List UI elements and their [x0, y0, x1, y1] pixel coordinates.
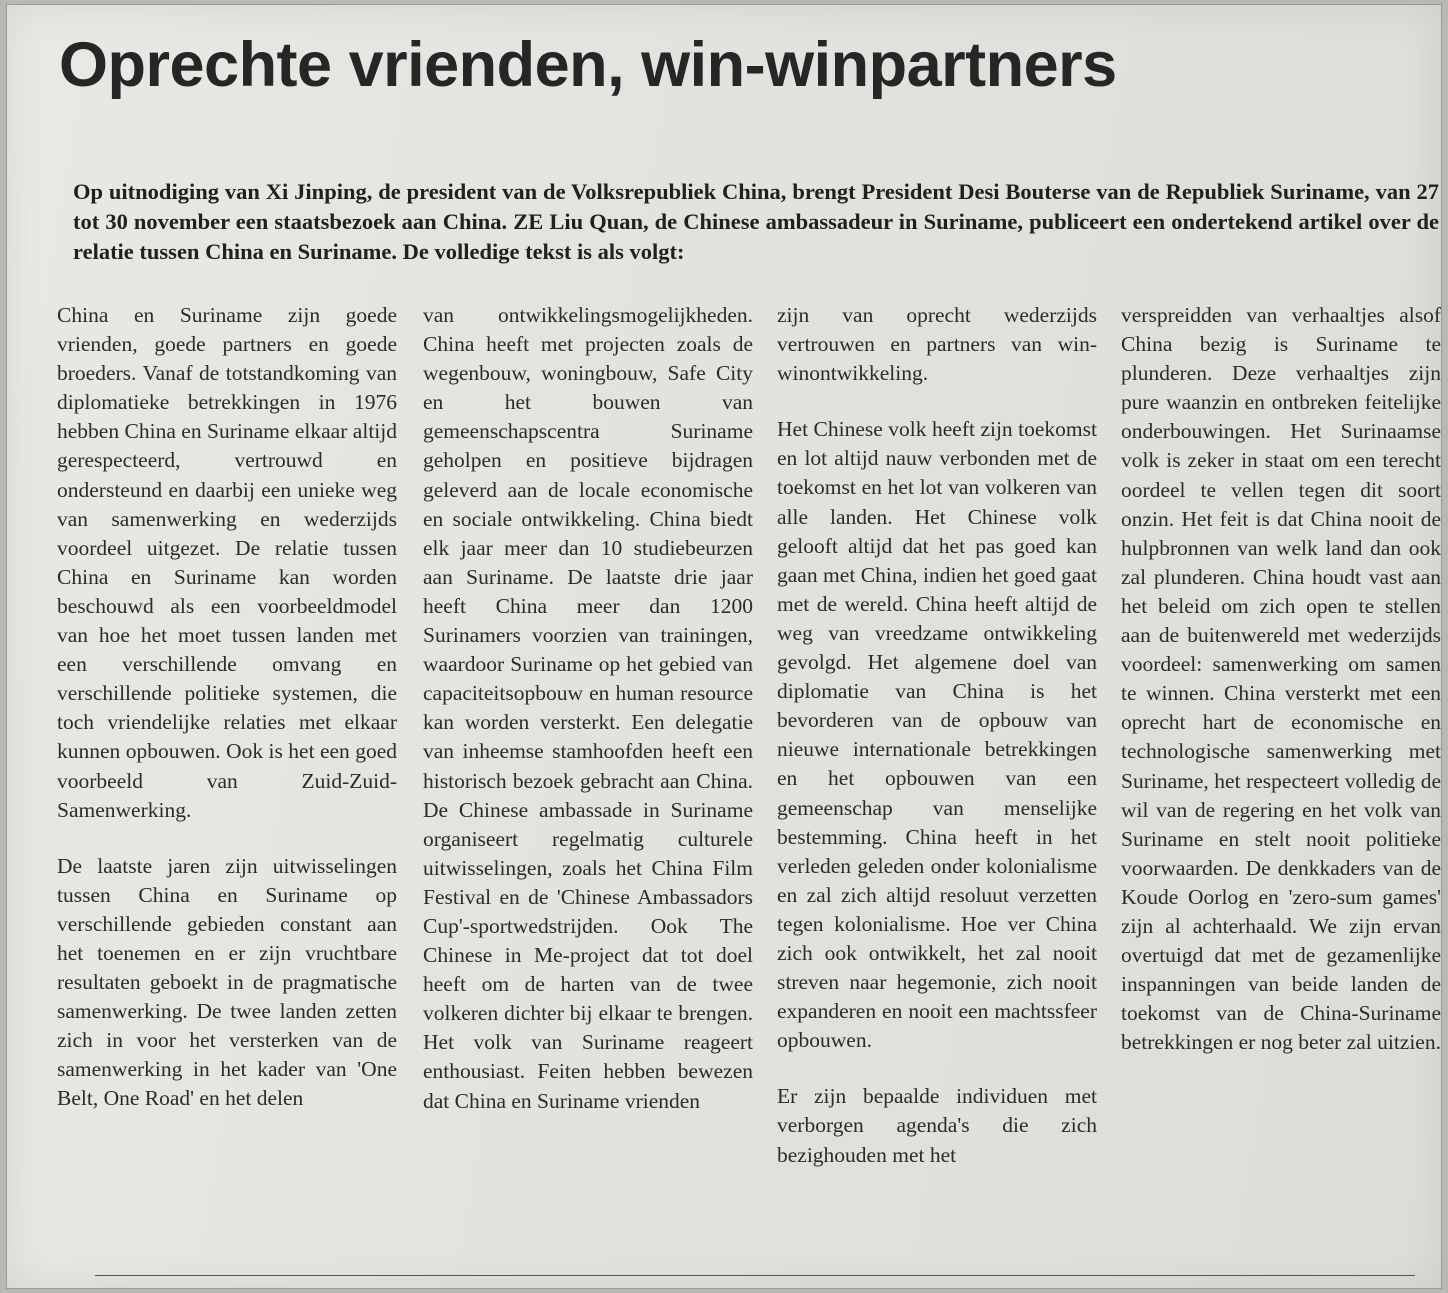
newspaper-clipping: [6, 4, 1442, 1289]
body-paragraph: verspreidden van verhaaltjes alsof China bezig is Suriname te plunderen. Deze verhaaltjes zijn pure waanzin en ontbreken feitelijke onderbouwingen. Het Surinaamse volk is zeker in staat om een terecht oordeel te vellen tegen dit soort onzin. Het feit is dat China nooit de hulpbronnen van welk land dan ook zal plunderen. China houdt vast aan het beleid om zich open te stellen aan de buitenwereld met wederzijds voordeel: samenwerking om samen te winnen. China versterkt met een oprecht hart de economische en technologische samenwerking met Suriname, het respecteert volledig de wil van de regering en het volk van Suriname en stelt nooit politieke voorwaarden. De denkkaders van de Koude Oorlog en 'zero-sum games' zijn al achterhaald. We zijn ervan overtuigd dat met de gezamenlijke inspanningen van beide landen de toekomst van de China-Suriname betrekkingen er nog beter zal uitzien.: [1121, 303, 1441, 1055]
headline: Oprechte vrienden, win-winpartners: [59, 30, 1117, 100]
body-paragraph: Er zijn bepaalde individuen met verborgen agenda's die zich bezighouden met het: [777, 1084, 1097, 1167]
article-column-1: [57, 301, 397, 1141]
article-column-3: [777, 301, 1097, 1197]
lead-paragraph: Op uitnodiging van Xi Jinping, de president van de Volksrepubliek China, brengt President Desi Bouterse van de Republiek Suriname, van 27 tot 30 november een staatsbezoek aan China. ZE Liu Quan, de Chinese ambassadeur in Suriname, publiceert een ondertekend artikel over de relatie tussen China en Suriname. De volledige tekst is als volgt:: [73, 179, 1439, 264]
body-paragraph: De laatste jaren zijn uitwisselingen tussen China en Suriname op verschillende gebieden constant aan het toenemen en er zijn vruchtbare resultaten geboekt in de pragmatische samenwerking. De twee landen zetten zich in voor het versterken van de samenwerking in het kader van 'One Belt, One Road' en het delen: [57, 853, 397, 1111]
body-paragraph: Het Chinese volk heeft zijn toekomst en lot altijd nauw verbonden met de toekomst en het lot van volkeren van alle landen. Het Chinese volk gelooft altijd dat het pas goed kan gaan met China, indien het goed gaat met de wereld. China heeft altijd de weg van vreedzame ontwikkeling gevolgd. Het algemene doel van diplomatie van China is het bevorderen van de opbouw van nieuwe internationale betrekkingen en het opbouwen van een gemeenschap van menselijke bestemming. China heeft in het verleden geleden onder kolonialisme en zal zich altijd resoluut verzetten tegen kolonialisme. Hoe ver China zich ook ontwikkelt, het zal nooit streven naar hegemonie, zich nooit expanderen en nooit een machtssfeer opbouwen.: [777, 417, 1097, 1053]
bottom-rule: [95, 1275, 1415, 1276]
body-paragraph: van ontwikkelingsmogelijkheden. China heeft met projecten zoals de wegenbouw, woningbouw, Safe City en het bouwen van gemeenschapscentra Suriname geholpen en positieve bijdragen geleverd aan de locale economische en sociale ontwikkeling. China biedt elk jaar meer dan 10 studiebeurzen aan Suriname. De laatste drie jaar heeft China meer dan 1200 Surinamers voorzien van trainingen, waardoor Suriname op het gebied van capaciteitsopbouw en human resource kan worden versterkt. Een delegatie van inheemse stamhoofden heeft een historisch bezoek gebracht aan China. De Chinese ambassade in Suriname organiseert regelmatig culturele uitwisselingen, zoals het China Film Festival en de 'Chinese Ambassadors Cup'-sportwedstrijden. Ook The Chinese in Me-project dat tot doel heeft om de harten van de twee volkeren dichter bij elkaar te brengen. Het volk van Suriname reageert enthousiast. Feiten hebben bewezen dat China en Suriname vrienden: [423, 303, 753, 1113]
article-column-4: [1121, 301, 1441, 1084]
article-column-2: [423, 301, 753, 1143]
body-paragraph: zijn van oprecht wederzijds vertrouwen en partners van win-winontwikkeling.: [777, 303, 1097, 386]
body-paragraph: China en Suriname zijn goede vrienden, goede partners en goede broeders. Vanaf de totstandkoming van diplomatieke betrekkingen in 1976 hebben China en Suriname elkaar altijd gerespecteerd, vertrouwd en ondersteund en daarbij een unieke weg van samenwerking en wederzijds voordeel uitgezet. De relatie tussen China en Suriname kan worden beschouwd als een voorbeeldmodel van hoe het moet tussen landen met een verschillende omvang en verschillende politieke systemen, die toch vriendelijke relaties met elkaar kunnen opbouwen. Ook is het een goed voorbeeld van Zuid-Zuid-Samenwerking.: [57, 303, 397, 822]
